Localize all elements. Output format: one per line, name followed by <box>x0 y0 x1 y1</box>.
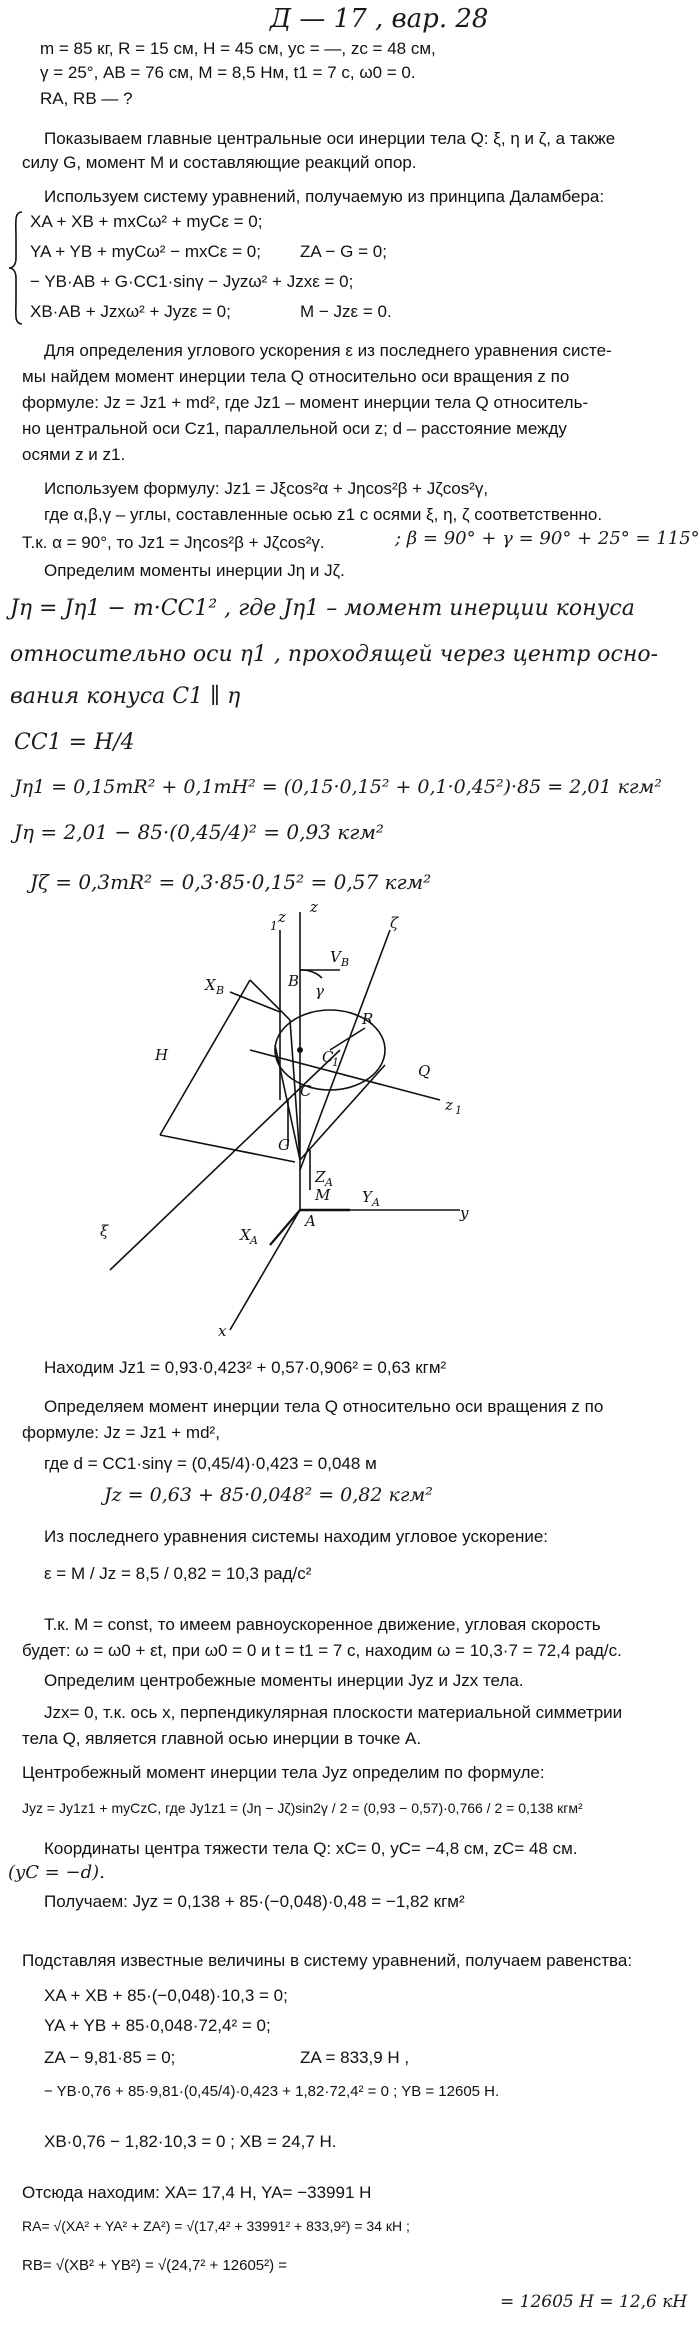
handwritten-line: относительно оси η1 , проходящей через центр осно- <box>10 642 659 667</box>
result-ra: RA= √(XA² + YA² + ZA²) = √(17,4² + 33991² + 833,9²) = 34 кН ; <box>22 2218 410 2234</box>
cone-generator <box>300 1065 385 1160</box>
svg-text:z: z <box>310 900 318 916</box>
body-text: Центробежный момент инерции тела Jyz определим по формуле: <box>22 1763 545 1782</box>
svg-text:z: z <box>278 908 286 926</box>
body-text: осями z и z1. <box>22 445 126 464</box>
body-text: Координаты центра тяжести тела Q: xC= 0, yC= −4,8 см, zC= 48 см. <box>44 1839 578 1858</box>
xa-force <box>270 1210 300 1245</box>
result-d: где d = CC1·sinγ = (0,45/4)·0,423 = 0,048 м <box>44 1454 377 1473</box>
handwritten-line: Jη1 = 0,15mR² + 0,1mH² = (0,15·0,15² + 0,1·0,45²)·85 = 2,01 кгм² <box>14 776 662 798</box>
equation-sub-2: YA + YB + 85·0,048·72,4² = 0; <box>44 2016 271 2035</box>
result-epsilon: ε = M / Jz = 8,5 / 0,82 = 10,3 рад/с² <box>44 1564 312 1583</box>
result-jy1z1: Jyz = Jy1z1 + myCzC, где Jy1z1 = (Jη − Jζ)sin2γ / 2 = (0,93 − 0,57)·0,766 / 2 = 0,138 кгм² <box>22 1800 583 1816</box>
svg-text:1: 1 <box>270 919 278 933</box>
equation-sub-4: − YB·0,76 + 85·9,81·(0,45/4)·0,423 + 1,82·72,4² = 0 ; YB = 12605 H. <box>44 2083 500 2100</box>
svg-text:Z: Z <box>315 1168 326 1186</box>
equation-sub-3: ZA − 9,81·85 = 0; <box>44 2048 176 2067</box>
equation-4: XB·AB + Jzxω² + Jyzε = 0; <box>30 302 231 321</box>
svg-text:C: C <box>300 1082 312 1100</box>
svg-text:A: A <box>250 1234 258 1247</box>
intro-text: Используем систему уравнений, получаемую из принципа Даламбера: <box>44 187 605 206</box>
body-text: Jzx= 0, т.к. ось x, перпендикулярная плоскости материальной симметрии <box>44 1703 623 1722</box>
body-text: мы найдем момент инерции тела Q относительно оси вращения z по <box>22 367 570 386</box>
equation-sub-5: XB·0,76 − 1,82·10,3 = 0 ; XB = 24,7 H. <box>44 2132 337 2151</box>
body-text: будет: ω = ω0 + εt, при ω0 = 0 и t = t1 = 7 с, находим ω = 10,3·7 = 72,4 рад/с. <box>22 1641 622 1660</box>
body-text: Определяем момент инерции тела Q относительно оси вращения z по <box>44 1397 604 1416</box>
given-line-1: m = 85 кг, R = 15 см, H = 45 см, yc = —, zc = 48 см, <box>40 39 436 58</box>
handwritten-line: Jη = 2,01 − 85·(0,45/4)² = 0,93 кгм² <box>14 820 384 844</box>
svg-text:1: 1 <box>332 1056 339 1069</box>
body-text: Отсюда находим: XA= 17,4 H, YA= −33991 H <box>22 2183 372 2202</box>
intro-text: силу G, момент M и составляющие реакций опор. <box>22 153 417 172</box>
result-rb: RB= √(XB² + YB²) = √(24,7² + 12605²) = <box>22 2257 288 2274</box>
svg-text:V: V <box>330 948 341 966</box>
svg-text:B: B <box>288 972 300 990</box>
svg-text:1: 1 <box>455 1104 462 1117</box>
equation-3: − YB·AB + G·CC1·sinγ − Jyzω² + Jzxε = 0; <box>30 272 354 291</box>
cone-diagram <box>100 900 560 1340</box>
body-text: Для определения углового ускорения ε из последнего уравнения систе- <box>44 341 612 360</box>
result-jz1: Находим Jz1 = 0,93·0,423² + 0,57·0,906² = 0,63 кгм² <box>44 1358 447 1377</box>
handwritten-line: Jζ = 0,3mR² = 0,3·85·0,15² = 0,57 кгм² <box>30 870 432 894</box>
handwritten-line: вания конуса C1 ∥ η <box>10 684 241 709</box>
svg-text:γ: γ <box>315 982 324 1000</box>
body-text: Используем формулу: Jz1 = Jξcos²α + Jηcos²β + Jζcos²γ, <box>44 479 489 498</box>
svg-text:y: y <box>460 1204 469 1222</box>
body-text: но центральной оси Cz1, параллельной оси z; d – расстояние между <box>22 419 567 438</box>
svg-text:ξ: ξ <box>100 1222 109 1240</box>
svg-text:x: x <box>218 1322 227 1340</box>
svg-text:C: C <box>322 1048 334 1066</box>
svg-text:B: B <box>216 984 225 997</box>
body-text: Определим центробежные моменты инерции Jyz и Jzx тела. <box>44 1671 524 1690</box>
equation-4b: M − Jzε = 0. <box>300 302 392 321</box>
equation-2b: ZA − G = 0; <box>300 242 387 261</box>
svg-text:X: X <box>240 1226 251 1244</box>
body-text: Подставляя известные величины в систему уравнений, получаем равенства: <box>22 1951 633 1970</box>
handwritten-yc: (yC = −d). <box>8 1862 105 1883</box>
dimension-h <box>160 980 250 1135</box>
svg-text:B: B <box>341 956 350 969</box>
eta1-axis <box>250 1050 440 1100</box>
result-jz: Jz = 0,63 + 85·0,048² = 0,82 кгм² <box>104 1484 433 1506</box>
body-text: Из последнего уравнения системы находим угловое ускорение: <box>44 1527 549 1546</box>
svg-text:Q: Q <box>418 1062 431 1080</box>
svg-text:R: R <box>362 1010 374 1028</box>
body-text: Определим моменты инерции Jη и Jζ. <box>44 561 345 580</box>
intro-text: Показываем главные центральные оси инерции тела Q: ξ, η и ζ, а также <box>44 129 616 148</box>
body-text: тела Q, является главной осью инерции в точке A. <box>22 1729 422 1748</box>
body-text: формуле: Jz = Jz1 + md², <box>22 1423 220 1442</box>
result-jyz: Получаем: Jyz = 0,138 + 85·(−0,048)·0,48 = −1,82 кгм² <box>44 1892 465 1911</box>
handwritten-beta: ; β = 90° + γ = 90° + 25° = 115° <box>395 528 700 549</box>
equation-sub-1: XA + XB + 85·(−0,048)·10,3 = 0; <box>44 1986 288 2005</box>
body-text: Т.к. M = const, то имеем равноускоренное движение, угловая скорость <box>44 1615 601 1634</box>
svg-text:ζ: ζ <box>390 914 399 932</box>
body-text: где α,β,γ – углы, составленные осью z1 с осями ξ, η, ζ соответственно. <box>44 505 603 524</box>
svg-text:A: A <box>325 1176 333 1189</box>
body-text: Т.к. α = 90°, то Jz1 = Jηcos²β + Jζcos²γ. <box>22 533 325 552</box>
handwritten-line: CC1 = H/4 <box>14 730 135 755</box>
given-line-3: RA, RB — ? <box>40 89 133 108</box>
equation-1: XA + XB + mxCω² + myCε = 0; <box>30 212 263 231</box>
svg-text:X: X <box>205 976 216 994</box>
equation-sub-3b: ZA = 833,9 H , <box>300 2048 410 2067</box>
svg-text:A: A <box>372 1196 380 1209</box>
svg-text:H: H <box>155 1046 169 1064</box>
handwritten-line: Jη = Jη1 − m·CC1² , где Jη1 – момент инерции конуса <box>10 596 635 621</box>
svg-text:A: A <box>305 1212 316 1230</box>
system-brace <box>6 208 26 328</box>
body-text: формуле: Jz = Jz1 + md², где Jz1 – момент инерции тела Q относитель- <box>22 393 589 412</box>
svg-text:Y: Y <box>362 1188 372 1206</box>
svg-text:M: M <box>315 1186 331 1204</box>
equation-2: YA + YB + myCω² − mxCε = 0; <box>30 242 261 261</box>
page-header: Д — 17 , вар. 28 <box>270 4 489 34</box>
svg-text:z: z <box>445 1096 453 1114</box>
result-rb-value: = 12605 H = 12,6 кН <box>500 2292 688 2312</box>
given-line-2: γ = 25°, AB = 76 см, M = 8,5 Нм, t1 = 7 с, ω0 = 0. <box>40 63 416 82</box>
svg-text:G: G <box>278 1136 290 1154</box>
